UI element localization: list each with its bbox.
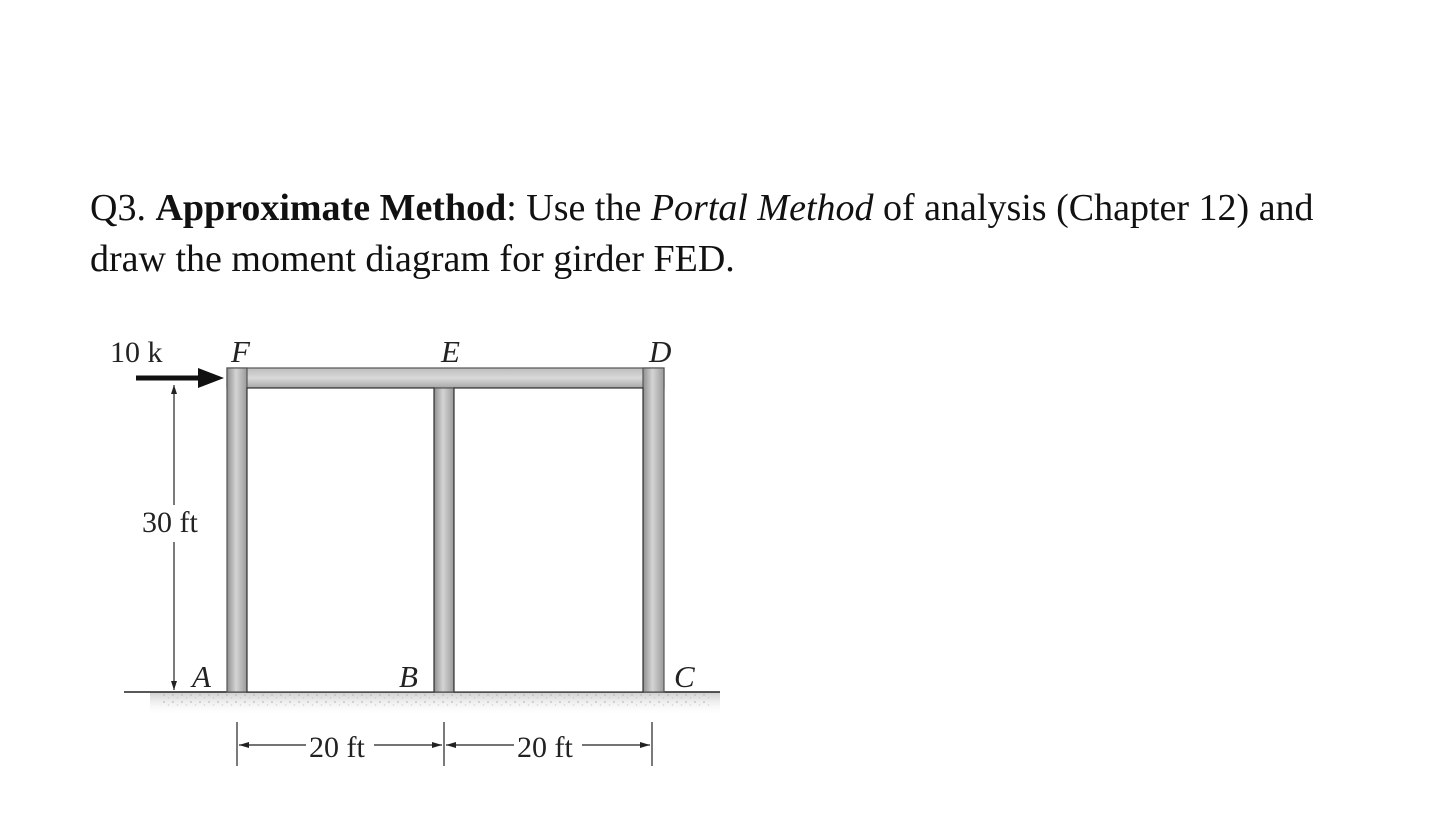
question-text-part: : Use the (506, 187, 651, 229)
ground (124, 692, 720, 716)
joint-label-F: F (231, 334, 250, 369)
span-label-1: 20 ft (309, 731, 365, 764)
question-line-2: draw the moment diagram for girder FED. (90, 238, 735, 280)
column-AF (227, 368, 247, 692)
joint-label-D: D (649, 334, 672, 369)
right-bay-opening (454, 388, 643, 692)
span-label-2: 20 ft (517, 731, 573, 764)
question-number: Q3. (90, 187, 146, 229)
span-dimensions (237, 722, 652, 766)
load-arrow (136, 368, 224, 388)
joint-label-E: E (441, 334, 460, 369)
support-label-B: B (399, 659, 418, 694)
height-label: 30 ft (142, 506, 198, 539)
method-title: Approximate Method (155, 187, 507, 229)
portal-method-term: Portal Method (650, 187, 874, 229)
question-text-part: of analysis (Chapter 12) and (873, 187, 1314, 229)
girder-FED (227, 368, 664, 388)
column-CD (643, 368, 664, 692)
column-BE (434, 388, 454, 692)
support-label-C: C (674, 659, 695, 694)
left-bay-opening (247, 388, 434, 692)
support-label-A: A (192, 659, 211, 694)
load-label: 10 k (110, 336, 163, 369)
